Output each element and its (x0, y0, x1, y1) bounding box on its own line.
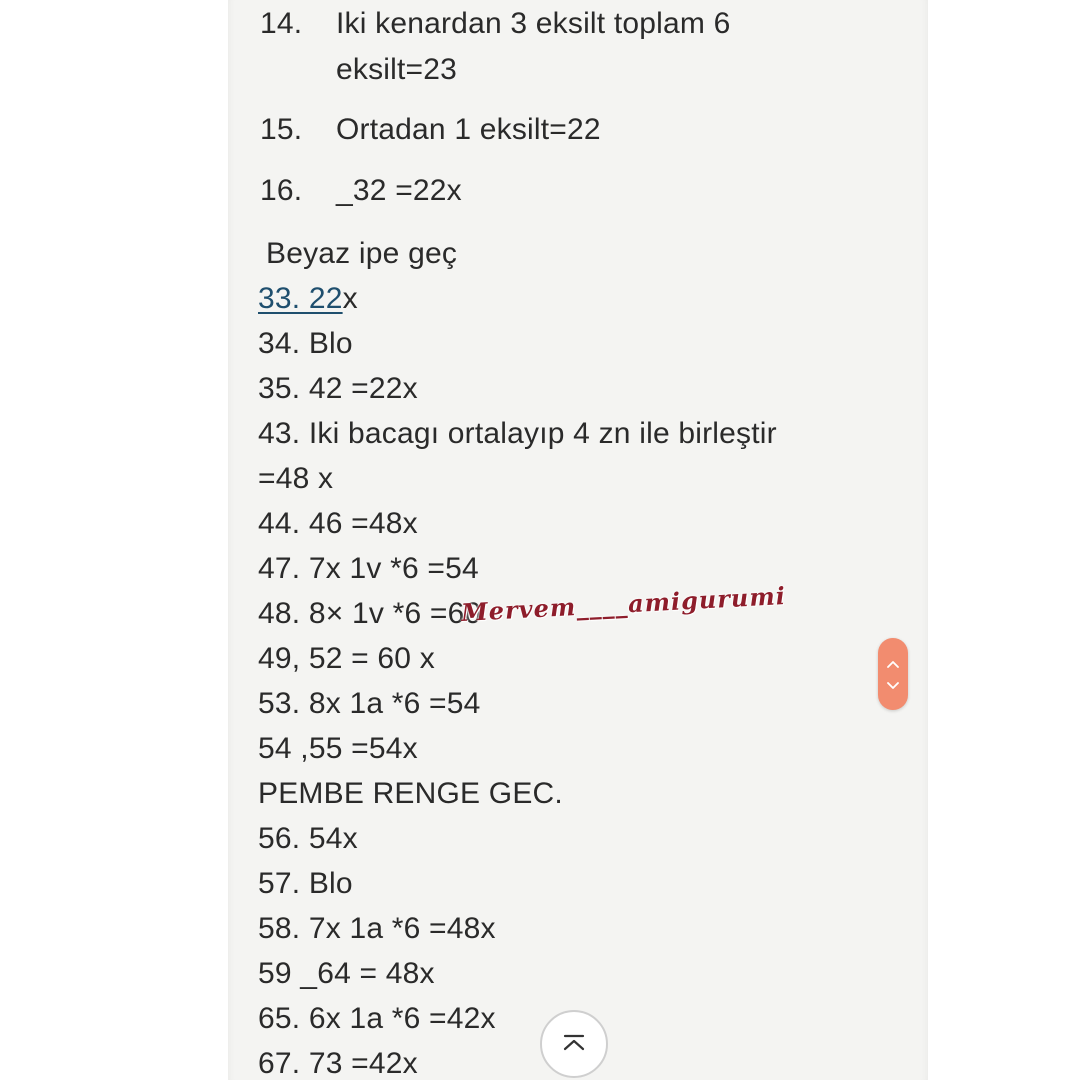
text-line: 35. 42 =22x (258, 372, 418, 405)
text-line: 43. Iki bacagı ortalayıp 4 zn ile birleştir (258, 417, 777, 450)
scroll-widget[interactable] (878, 638, 908, 710)
text-line: 54 ,55 =54x (258, 732, 418, 765)
document-panel (228, 0, 928, 1080)
text-line: 34. Blo (258, 327, 353, 360)
text-line: 65. 6x 1a *6 =42x (258, 1002, 496, 1035)
text-line: 59 _64 = 48x (258, 957, 435, 990)
link-suffix: x (342, 282, 358, 315)
list-item-text: Ortadan 1 eksilt=22 (336, 113, 601, 146)
text-line: =48 x (258, 462, 334, 495)
list-item-text: eksilt=23 (336, 53, 458, 86)
chevron-up-icon[interactable] (878, 654, 908, 674)
list-item-number: 16. (260, 174, 303, 207)
text-line: 56. 54x (258, 822, 358, 855)
text-line: 44. 46 =48x (258, 507, 418, 540)
list-item-text: _32 =22x (336, 174, 462, 207)
watermark-text: Mervem____amigurumi (460, 581, 787, 628)
back-to-top-button[interactable] (540, 1010, 608, 1078)
text-line: 58. 7x 1a *6 =48x (258, 912, 496, 945)
text-line: 57. Blo (258, 867, 353, 900)
list-item-number: 15. (260, 113, 303, 146)
row-link[interactable]: 33. 22 (258, 282, 343, 315)
link-line (258, 281, 358, 317)
text-line: 49, 52 = 60 x (258, 642, 435, 675)
double-chevron-up-icon (561, 1032, 587, 1057)
list-item-number: 14. (260, 7, 303, 40)
text-line: PEMBE RENGE GEC. (258, 777, 563, 810)
list-item-text: Iki kenardan 3 eksilt toplam 6 (336, 7, 731, 40)
text-line: 53. 8x 1a *6 =54 (258, 687, 481, 720)
chevron-down-icon[interactable] (878, 676, 908, 696)
section-heading: Beyaz ipe geç (266, 237, 458, 270)
text-line: 67. 73 =42x (258, 1047, 418, 1080)
text-line: 47. 7x 1v *6 =54 (258, 552, 479, 585)
text-line: 48. 8× 1v *6 =60 (258, 597, 482, 630)
